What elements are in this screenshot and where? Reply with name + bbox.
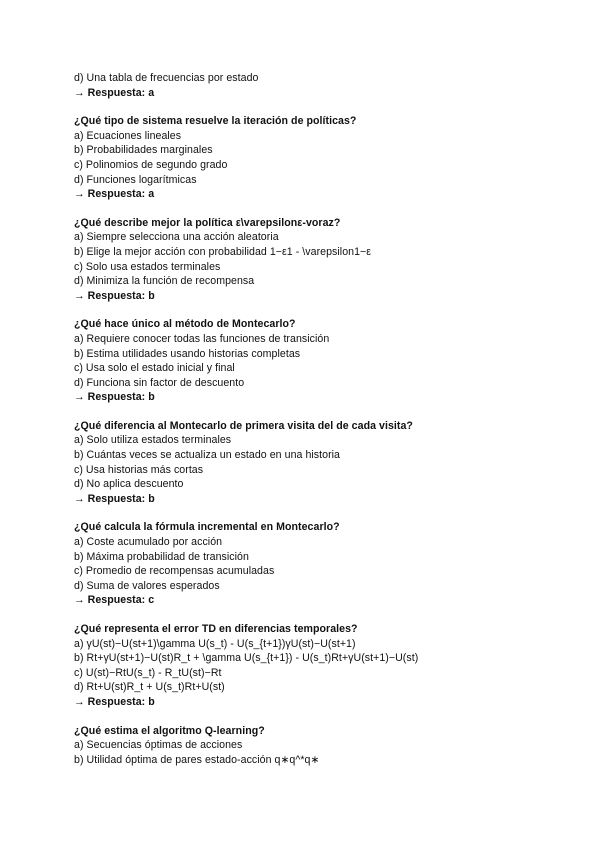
answer-line: → Respuesta: b (74, 492, 155, 505)
question-title: ¿Qué representa el error TD en diferencias temporales? (74, 623, 358, 635)
option-d: d) Funciones logarítmicas (74, 173, 197, 186)
question-title: ¿Qué hace único al método de Montecarlo? (74, 318, 296, 331)
option-b: b) Probabilidades marginales (74, 144, 213, 157)
question-title: ¿Qué diferencia al Montecarlo de primera visita del de cada visita? (74, 419, 413, 432)
answer-line: → Respuesta: b (74, 695, 155, 708)
question-title: ¿Qué calcula la fórmula incremental en Montecarlo? (74, 521, 340, 534)
option-c: c) Polinomios de segundo grado (74, 158, 228, 171)
option-a: a) Secuencias óptimas de acciones (74, 739, 243, 752)
option-c: c) Usa historias más cortas (74, 463, 204, 476)
option-b: b) Elige la mejor acción con probabilidad 1−ε1 - \varepsilon1−ε (74, 245, 372, 258)
option-a: a) γU(st)−U(st+1)\gamma U(s_t) - U(s_{t+1})γU(st)−U(st+1) (74, 637, 356, 650)
option-a: a) Requiere conocer todas las funciones de transición (74, 332, 330, 345)
option-b: b) Utilidad óptima de pares estado-acción q∗q^*q∗ (74, 753, 320, 766)
option-b: b) Cuántas veces se actualiza un estado en una historia (74, 449, 340, 462)
option-b: b) Máxima probabilidad de transición (74, 550, 249, 563)
answer-line: → Respuesta: b (74, 391, 155, 404)
option-c: c) Promedio de recompensas acumuladas (74, 565, 275, 578)
intro-answer: → Respuesta: a (74, 86, 155, 99)
answer-line: → Respuesta: b (74, 289, 155, 302)
option-d: d) Funciona sin factor de descuento (74, 376, 245, 389)
option-a: a) Ecuaciones lineales (74, 129, 182, 142)
option-c: c) Usa solo el estado inicial y final (74, 362, 235, 375)
answer-line: → Respuesta: a (74, 188, 155, 201)
option-a: a) Coste acumulado por acción (74, 536, 223, 549)
option-c: c) Solo usa estados terminales (74, 260, 221, 273)
intro-option-d: d) Una tabla de frecuencias por estado (74, 72, 259, 84)
option-a: a) Solo utiliza estados terminales (74, 434, 232, 447)
option-d: d) Suma de valores esperados (74, 579, 220, 592)
option-b: b) Rt+γU(st+1)−U(st)R_t + \gamma U(s_{t+1}) - U(s_t)Rt+γU(st+1)−U(st) (74, 652, 419, 665)
question-title: ¿Qué estima el algoritmo Q-learning? (74, 724, 265, 737)
quiz-content (74, 71, 574, 767)
option-d: d) No aplica descuento (74, 478, 184, 491)
question-title: ¿Qué tipo de sistema resuelve la iteración de políticas? (74, 115, 357, 128)
answer-line: → Respuesta: c (74, 594, 155, 607)
question-title: ¿Qué describe mejor la política ε\varepsilonε-voraz? (74, 216, 341, 229)
option-a: a) Siempre selecciona una acción aleatoria (74, 231, 279, 244)
option-d: d) Minimiza la función de recompensa (74, 275, 255, 288)
option-d: d) Rt+U(st)R_t + U(s_t)Rt+U(st) (74, 681, 225, 694)
option-b: b) Estima utilidades usando historias completas (74, 347, 301, 360)
option-c: c) U(st)−RtU(s_t) - R_tU(st)−Rt (74, 666, 222, 679)
